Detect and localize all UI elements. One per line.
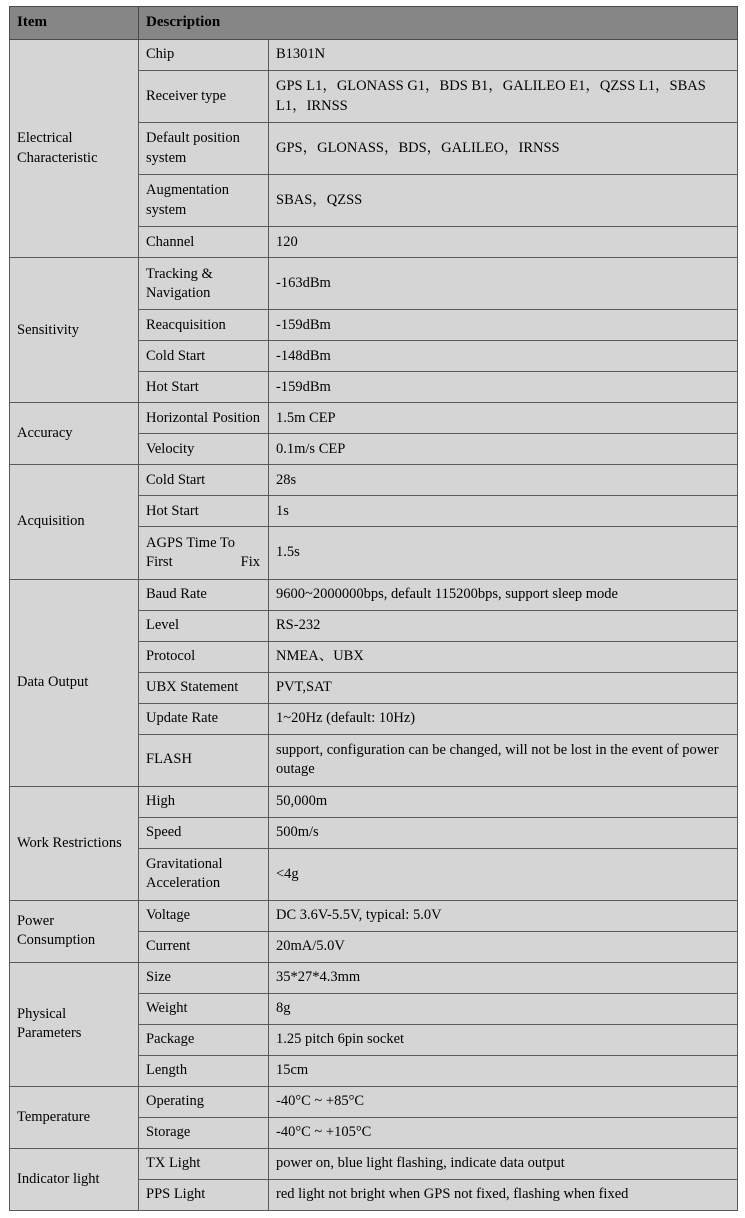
table-header <box>10 7 738 40</box>
parameter-value-cell: -40°C ~ +105°C <box>269 1117 738 1148</box>
parameter-label-cell: Storage <box>139 1117 269 1148</box>
parameter-label-cell: Protocol <box>139 641 269 672</box>
table-body <box>10 39 738 1210</box>
parameter-value-cell: 500m/s <box>269 817 738 848</box>
group-label-cell: Indicator light <box>10 1148 139 1210</box>
parameter-value-cell: 1.25 pitch 6pin socket <box>269 1024 738 1055</box>
parameter-label-cell: AGPS Time To First Fix <box>139 527 269 579</box>
parameter-value-cell: 15cm <box>269 1055 738 1086</box>
parameter-label-cell: Level <box>139 610 269 641</box>
parameter-value-cell: NMEA、UBX <box>269 641 738 672</box>
parameter-value-cell: PVT,SAT <box>269 672 738 703</box>
parameter-label-cell: Weight <box>139 993 269 1024</box>
parameter-value-cell: 28s <box>269 465 738 496</box>
parameter-label-cell: UBX Statement <box>139 672 269 703</box>
parameter-label-cell: Package <box>139 1024 269 1055</box>
parameter-value-cell: 1.5s <box>269 527 738 579</box>
table-row <box>10 39 738 70</box>
parameter-value-cell: SBAS，QZSS <box>269 175 738 227</box>
parameter-value-cell: 35*27*4.3mm <box>269 962 738 993</box>
parameter-value-cell: 20mA/5.0V <box>269 931 738 962</box>
parameter-label-cell: TX Light <box>139 1148 269 1179</box>
parameter-value-cell: -148dBm <box>269 341 738 372</box>
table-row <box>10 1086 738 1117</box>
parameter-label-cell: Operating <box>139 1086 269 1117</box>
table-row <box>10 786 738 817</box>
parameter-value-cell: DC 3.6V-5.5V, typical: 5.0V <box>269 900 738 931</box>
header-description: Description <box>139 7 738 40</box>
parameter-value-cell: 1.5m CEP <box>269 403 738 434</box>
table-row <box>10 900 738 931</box>
parameter-label-cell: Speed <box>139 817 269 848</box>
parameter-label-cell: Update Rate <box>139 703 269 734</box>
parameter-label-cell: Velocity <box>139 434 269 465</box>
parameter-value-cell: GPS，GLONASS，BDS，GALILEO，IRNSS <box>269 123 738 175</box>
parameter-label-cell: FLASH <box>139 734 269 786</box>
parameter-label-cell: Length <box>139 1055 269 1086</box>
parameter-label-cell: Augmentation system <box>139 175 269 227</box>
parameter-value-cell: 120 <box>269 227 738 258</box>
parameter-label-cell: Reacquisition <box>139 310 269 341</box>
parameter-value-cell: -159dBm <box>269 310 738 341</box>
parameter-label-cell: High <box>139 786 269 817</box>
table-row <box>10 258 738 310</box>
parameter-value-cell: 1~20Hz (default: 10Hz) <box>269 703 738 734</box>
table-row <box>10 962 738 993</box>
parameter-value-cell: -163dBm <box>269 258 738 310</box>
group-label-cell: Electrical Characteristic <box>10 39 139 257</box>
parameter-label-cell: Receiver type <box>139 70 269 122</box>
parameter-label-cell: Hot Start <box>139 372 269 403</box>
table-row <box>10 579 738 610</box>
header-row <box>10 7 738 40</box>
parameter-label-cell: Default position system <box>139 123 269 175</box>
parameter-value-cell: B1301N <box>269 39 738 70</box>
table-row <box>10 403 738 434</box>
group-label-cell: Acquisition <box>10 465 139 579</box>
parameter-value-cell: -40°C ~ +85°C <box>269 1086 738 1117</box>
parameter-label-cell: Cold Start <box>139 465 269 496</box>
parameter-label-cell: Current <box>139 931 269 962</box>
parameter-label-cell: Hot Start <box>139 496 269 527</box>
table-row <box>10 1148 738 1179</box>
parameter-label-cell: Baud Rate <box>139 579 269 610</box>
group-label-cell: Temperature <box>10 1086 139 1148</box>
parameter-label-cell: Size <box>139 962 269 993</box>
parameter-value-cell: red light not bright when GPS not fixed, flashing when fixed <box>269 1179 738 1210</box>
group-label-cell: Physical Parameters <box>10 962 139 1086</box>
parameter-value-cell: 50,000m <box>269 786 738 817</box>
parameter-label-cell: Chip <box>139 39 269 70</box>
parameter-label-cell: Voltage <box>139 900 269 931</box>
parameter-value-cell: 9600~2000000bps, default 115200bps, support sleep mode <box>269 579 738 610</box>
parameter-value-cell: 1s <box>269 496 738 527</box>
parameter-label-cell: Tracking & Navigation <box>139 258 269 310</box>
parameter-value-cell: -159dBm <box>269 372 738 403</box>
parameter-value-cell: support, configuration can be changed, will not be lost in the event of power outage <box>269 734 738 786</box>
group-label-cell: Data Output <box>10 579 139 786</box>
parameter-value-cell: 0.1m/s CEP <box>269 434 738 465</box>
parameter-label-cell: Gravitational Acceleration <box>139 848 269 900</box>
parameter-label-cell: Channel <box>139 227 269 258</box>
parameter-value-cell: RS-232 <box>269 610 738 641</box>
parameter-value-cell: power on, blue light flashing, indicate data output <box>269 1148 738 1179</box>
parameter-value-cell: GPS L1，GLONASS G1，BDS B1，GALILEO E1，QZSS L1，SBAS L1，IRNSS <box>269 70 738 122</box>
parameter-value-cell: <4g <box>269 848 738 900</box>
table-row <box>10 465 738 496</box>
group-label-cell: Power Consumption <box>10 900 139 962</box>
parameter-label-cell: Cold Start <box>139 341 269 372</box>
header-item: Item <box>10 7 139 40</box>
group-label-cell: Sensitivity <box>10 258 139 403</box>
parameter-label-cell: Horizontal Position <box>139 403 269 434</box>
group-label-cell: Accuracy <box>10 403 139 465</box>
parameter-value-cell: 8g <box>269 993 738 1024</box>
parameter-label-cell: PPS Light <box>139 1179 269 1210</box>
specification-table <box>9 6 738 1211</box>
group-label-cell: Work Restrictions <box>10 786 139 900</box>
